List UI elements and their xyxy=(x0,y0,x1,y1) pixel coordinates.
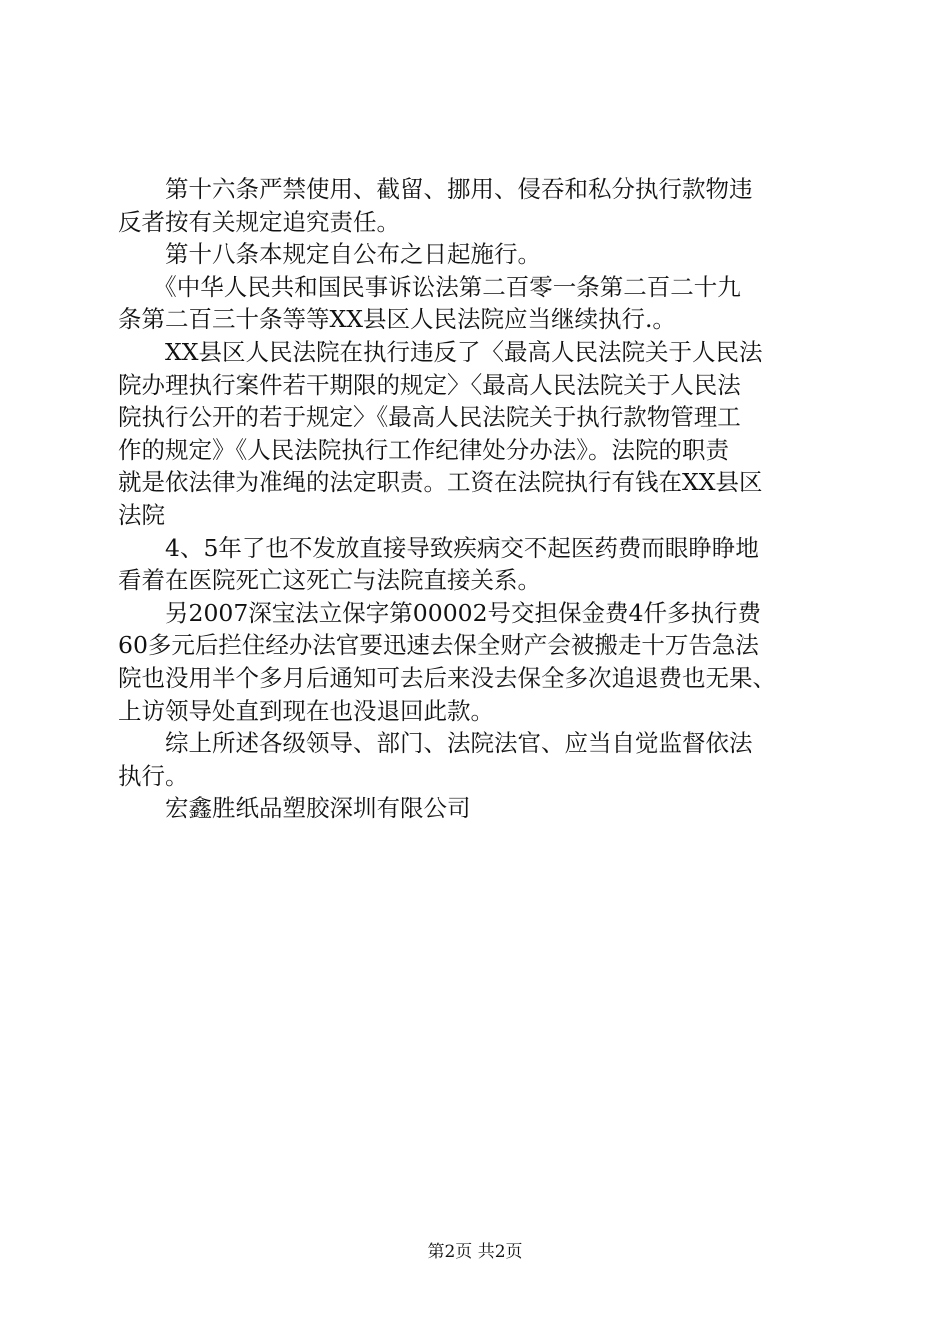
document-line: 第十六条严禁使用、截留、挪用、侵吞和私分执行款物违 xyxy=(118,175,753,203)
document-line: 宏鑫胜纸品塑胶深圳有限公司 xyxy=(118,794,471,823)
document-line: 反者按有关规定追究责任。 xyxy=(118,207,400,236)
document-line: 《中华人民共和国民事诉讼法第二百零一条第二百二十九 xyxy=(118,272,741,301)
document-line: 法院 xyxy=(118,501,165,529)
document-line: 另2007深宝法立保字第00002号交担保金费4仟多执行费 xyxy=(118,598,762,627)
document-line: 条第二百三十条等等XX县区人民法院应当继续执行.。 xyxy=(118,305,676,334)
document-line: 作的规定》《人民法院执行工作纪律处分办法》。法院的职责 xyxy=(118,435,729,464)
document-line: 院执行公开的若于规定〉《最高人民法院关于执行款物管理工 xyxy=(118,403,741,432)
document-line: 院办理执行案件若干期限的规定〉〈最高人民法院关于人民法 xyxy=(118,370,741,399)
document-line: 就是依法律为准绳的法定职责。工资在法院执行有钱在XX县区 xyxy=(118,468,763,497)
document-line: 60多元后拦住经办法官要迅速去保全财产会被搬走十万告急法 xyxy=(118,631,759,660)
document-line: XX县区人民法院在执行违反了〈最高人民法院关于人民法 xyxy=(118,338,763,366)
document-line: 执行。 xyxy=(118,761,189,790)
document-line: 4、5年了也不发放直接导致疾病交不起医药费而眼睁睁地 xyxy=(118,533,759,562)
document-line: 综上所述各级领导、部门、法院法官、应当自觉监督依法 xyxy=(118,729,753,758)
document-line: 院也没用半个多月后通知可去后来没去保全多次追退费也无果、 xyxy=(118,664,776,692)
document-line: 第十八条本规定自公布之日起施行。 xyxy=(118,240,541,269)
document-line: 上访领导处直到现在也没退回此款。 xyxy=(118,696,494,725)
document-line: 看着在医院死亡这死亡与法院直接关系。 xyxy=(118,566,541,595)
page-footer: 第2页 共2页 xyxy=(427,1242,523,1262)
